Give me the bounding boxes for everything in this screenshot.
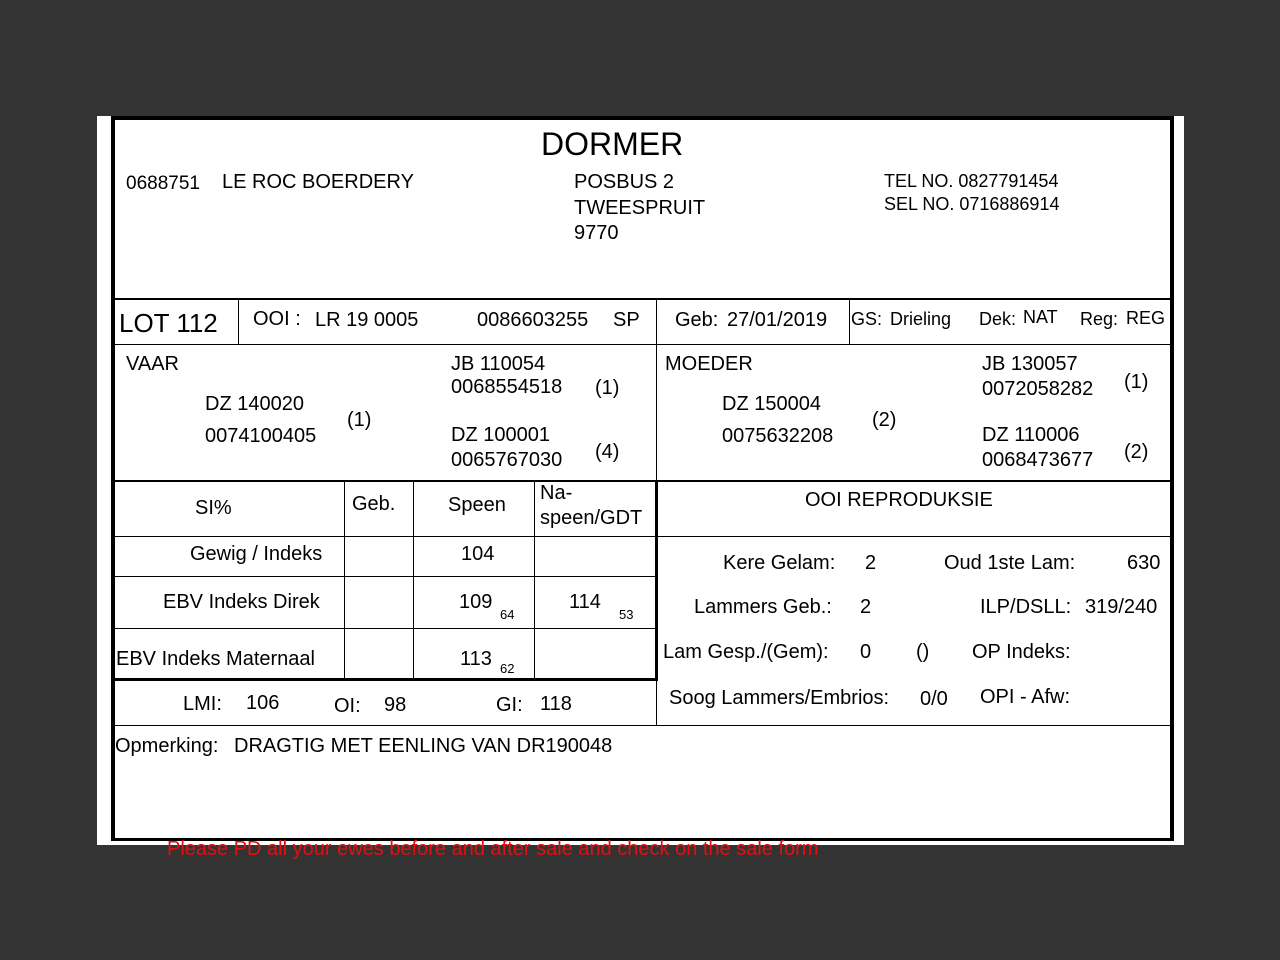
divider-header: [111, 298, 1172, 300]
sire-id: DZ 140020: [205, 393, 304, 415]
soog-label: Soog Lammers/Embrios:: [669, 687, 890, 709]
col-na-line2: speen/GDT: [540, 507, 643, 529]
address-line2: TWEESPRUIT: [574, 197, 706, 219]
gi-value: 118: [540, 693, 572, 715]
dam-sire-id: JB 130057: [982, 353, 1078, 375]
divider-lot: [238, 299, 239, 345]
divider-lot-row: [111, 344, 1172, 345]
gesp-label: Lam Gesp./(Gem):: [663, 641, 829, 663]
dam-sire-no: 0072058282: [982, 378, 1094, 400]
lammers-value: 2: [860, 596, 872, 618]
repro-title: OOI REPRODUKSIE: [805, 489, 993, 511]
sire-mark: (1): [347, 409, 372, 431]
divider-perf-row1: [111, 576, 656, 577]
row-direk-speen-acc: 64: [500, 607, 515, 622]
sire-sire-mark: (1): [595, 377, 620, 399]
sire-dam-no: 0065767030: [451, 449, 563, 471]
border-top: [111, 116, 1172, 120]
col-na-line1: Na-: [540, 482, 573, 504]
lot-card: [97, 116, 1184, 860]
remark-label: Opmerking:: [115, 735, 219, 757]
reg-value: REG: [1126, 308, 1166, 328]
birth-date: 27/01/2019: [727, 309, 828, 331]
owner-name: LE ROC BOERDERY: [222, 171, 414, 193]
sire-dam-id: DZ 100001: [451, 424, 550, 446]
lammers-label: Lammers Geb.:: [694, 596, 832, 618]
lmi-value: 106: [246, 692, 280, 714]
ilp-value: 319/240: [1085, 596, 1158, 618]
footer-note: Please PD all your ewes before and after sale and check on the sale form: [167, 838, 819, 860]
row-direk-label: EBV Indeks Direk: [163, 591, 320, 613]
op-label: OP Indeks:: [972, 641, 1071, 663]
lmi-label: LMI:: [183, 693, 222, 715]
kere-label: Kere Gelam:: [723, 552, 836, 574]
divider-perf-bottom: [111, 678, 657, 681]
row-gewig-speen: 104: [461, 543, 495, 565]
gi-label: GI:: [496, 694, 523, 716]
divider-col-na: [534, 482, 535, 680]
divider-col-geb: [344, 482, 345, 680]
gs-value: Drieling: [890, 309, 952, 329]
divider-gs: [849, 299, 850, 345]
divider-perf-header: [111, 536, 1172, 537]
ewe-type: SP: [613, 309, 640, 331]
dam-dam-no: 0068473677: [982, 449, 1094, 471]
sire-sire-id: JB 110054: [451, 353, 546, 375]
dek-value: NAT: [1023, 307, 1058, 327]
ilp-label: ILP/DSLL:: [980, 596, 1072, 618]
row-direk-na-acc: 53: [619, 607, 634, 622]
col-speen: Speen: [448, 494, 506, 516]
row-direk-speen: 109: [459, 591, 493, 613]
birth-label: Geb:: [675, 309, 719, 331]
dam-mark: (2): [872, 409, 897, 431]
divider-pedigree-bottom: [111, 480, 1172, 482]
dam-id: DZ 150004: [722, 393, 821, 415]
border-right: [1170, 116, 1174, 840]
row-direk-na: 114: [569, 591, 601, 613]
divider-remark: [111, 725, 1172, 726]
sel-number: SEL NO. 0716886914: [884, 194, 1060, 214]
dam-dam-mark: (2): [1124, 441, 1149, 463]
dam-label: MOEDER: [665, 353, 753, 375]
sire-label: VAAR: [126, 353, 179, 375]
dek-label: Dek:: [979, 309, 1017, 329]
sire-no: 0074100405: [205, 425, 317, 447]
row-maternaal-speen-acc: 62: [500, 661, 515, 676]
gs-label: GS:: [851, 309, 883, 329]
row-maternaal-speen: 113: [460, 648, 492, 670]
lot-number: LOT 112: [119, 308, 218, 338]
ewe-id: LR 19 0005: [315, 309, 419, 331]
border-left: [111, 116, 115, 840]
oi-value: 98: [384, 694, 407, 716]
address-line3: 9770: [574, 222, 619, 244]
row-gewig-label: Gewig / Indeks: [190, 543, 323, 565]
sire-sire-no: 0068554518: [451, 376, 563, 398]
ewe-label: OOI :: [253, 308, 301, 330]
ewe-reg-no: 0086603255: [477, 309, 589, 331]
col-si: SI%: [195, 497, 232, 519]
breed-title: DORMER: [541, 126, 684, 162]
tel-number: TEL NO. 0827791454: [884, 171, 1059, 191]
dam-dam-id: DZ 110006: [982, 424, 1080, 446]
soog-value: 0/0: [920, 688, 948, 710]
row-maternaal-label: EBV Indeks Maternaal: [116, 648, 315, 670]
divider-col-speen: [413, 482, 414, 680]
divider-perf-row2: [111, 628, 656, 629]
opi-label: OPI - Afw:: [980, 686, 1071, 708]
kere-value: 2: [865, 552, 877, 574]
reg-label: Reg:: [1080, 309, 1119, 329]
gesp-value: 0: [860, 641, 872, 663]
owner-code: 0688751: [126, 173, 200, 194]
gem-value: (): [916, 641, 930, 663]
sire-dam-mark: (4): [595, 441, 620, 463]
remark-text: DRAGTIG MET EENLING VAN DR190048: [234, 735, 613, 757]
oud-label: Oud 1ste Lam:: [944, 552, 1076, 574]
col-geb: Geb.: [352, 493, 396, 515]
dam-sire-mark: (1): [1124, 371, 1149, 393]
address-line1: POSBUS 2: [574, 171, 675, 193]
oud-value: 630: [1127, 552, 1161, 574]
divider-perf-right: [655, 481, 658, 681]
divider-geb: [656, 299, 657, 345]
oi-label: OI:: [334, 695, 361, 717]
dam-no: 0075632208: [722, 425, 834, 447]
